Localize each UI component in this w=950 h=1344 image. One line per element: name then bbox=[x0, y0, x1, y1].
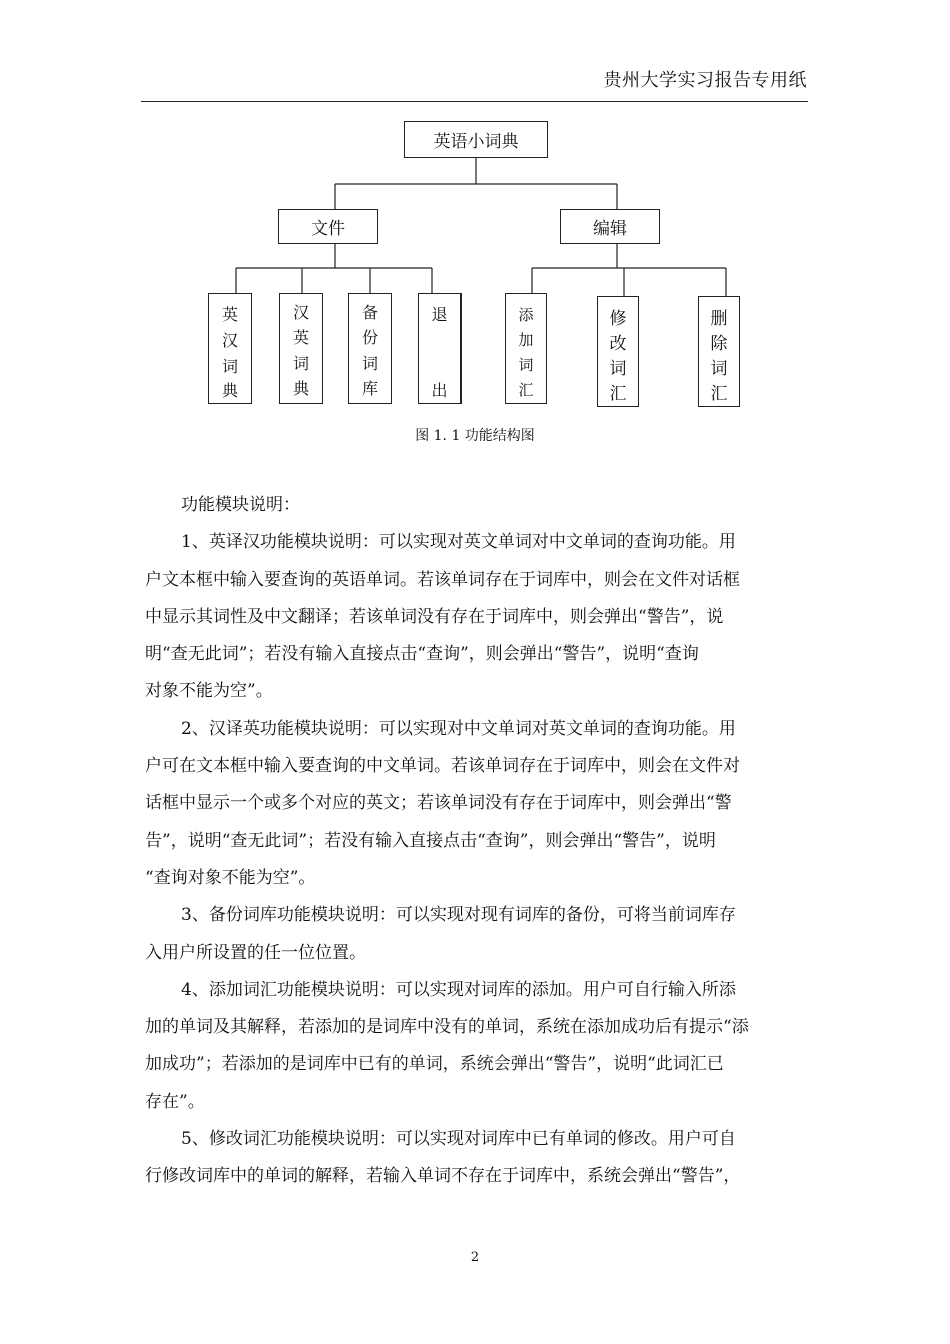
paragraph-zh-en bbox=[145, 711, 810, 897]
diagram-item-char: 添 bbox=[518, 306, 534, 324]
text-line: 加成功”；若添加的是词库中已有的单词，系统会弹出“警告”，说明“此词汇已 bbox=[145, 1054, 724, 1075]
diagram-item-modify-vocab bbox=[597, 296, 639, 407]
page-number: 2 bbox=[470, 1250, 480, 1265]
diagram-item-char: 删 bbox=[710, 309, 728, 329]
diagram-item-char: 汇 bbox=[518, 381, 534, 399]
text-line: 对象不能为空”。 bbox=[145, 681, 273, 702]
diagram-root-label: 英语小词典 bbox=[433, 132, 519, 152]
text-line: 3、备份词库功能模块说明：可以实现对现有词库的备份，可将当前词库存 bbox=[181, 905, 736, 926]
section-intro bbox=[145, 487, 810, 524]
text-line: 功能模块说明： bbox=[181, 495, 300, 515]
diagram-item-zh-en-dictionary bbox=[279, 293, 323, 404]
diagram-item-char: 典 bbox=[292, 379, 309, 398]
body-text bbox=[145, 487, 810, 1196]
diagram-item-char: 词 bbox=[292, 354, 309, 373]
diagram-item-backup-library bbox=[348, 293, 392, 404]
paragraph-backup bbox=[145, 897, 810, 972]
diagram-item-char: 词 bbox=[518, 356, 534, 374]
text-line: 4、添加词汇功能模块说明：可以实现对词库的添加。用户可自行输入所添 bbox=[181, 979, 736, 1000]
diagram-item-char: 库 bbox=[361, 379, 378, 398]
header-title: 贵州大学实习报告专用纸 bbox=[603, 70, 807, 91]
diagram-item-char: 修 bbox=[609, 309, 627, 329]
diagram-item-char: 加 bbox=[518, 331, 534, 349]
text-line: 入用户所设置的任一位位置。 bbox=[145, 942, 366, 963]
diagram-item-char: 词 bbox=[221, 357, 238, 376]
text-line: 告”，说明“查无此词”；若没有输入直接点击“查询”，则会弹出“警告”，说明 bbox=[145, 830, 716, 851]
header-rule bbox=[141, 101, 808, 102]
diagram-item-delete-vocab bbox=[698, 296, 740, 407]
paragraph-modify bbox=[145, 1121, 810, 1196]
diagram-item-char: 除 bbox=[710, 334, 728, 354]
text-line: 5、修改词汇功能模块说明：可以实现对词库中已有单词的修改。用户可自 bbox=[181, 1129, 736, 1150]
figure-caption: 图 1. 1 功能结构图 bbox=[415, 428, 535, 444]
text-line: “查询对象不能为空”。 bbox=[145, 867, 316, 888]
paragraph-add bbox=[145, 972, 810, 1121]
diagram-file-label: 文件 bbox=[311, 219, 345, 239]
diagram-item-char: 英 bbox=[221, 305, 238, 324]
diagram-item-char: 词 bbox=[361, 354, 378, 373]
diagram-file-box bbox=[278, 209, 378, 244]
diagram-item-char: 汇 bbox=[710, 384, 728, 404]
text-line: 存在”。 bbox=[145, 1091, 205, 1112]
diagram-item-char: 汉 bbox=[292, 303, 309, 322]
diagram-edit-label: 编辑 bbox=[593, 219, 627, 239]
text-line: 明“查无此词”；若没有输入直接点击“查询”，则会弹出“警告”，说明“查询 bbox=[145, 644, 699, 665]
text-line: 行修改词库中的单词的解释，若输入单词不存在于词库中，系统会弹出“警告”， bbox=[145, 1166, 741, 1187]
diagram-item-char: 词 bbox=[609, 359, 627, 379]
diagram-item-exit bbox=[418, 293, 462, 404]
text-line: 户可在文本框中输入要查询的中文单词。若该单词存在于词库中，则会在文件对 bbox=[145, 756, 740, 777]
diagram-item-add-vocab bbox=[505, 293, 547, 404]
text-line: 户文本框中输入要查询的英语单词。若该单词存在于词库中，则会在文件对话框 bbox=[145, 569, 740, 590]
diagram-item-char: 典 bbox=[221, 381, 238, 400]
diagram-item-char: 出 bbox=[431, 381, 448, 400]
diagram-item-en-zh-dictionary bbox=[208, 293, 252, 404]
diagram-root-box bbox=[404, 121, 548, 158]
diagram-connectors bbox=[0, 0, 950, 440]
diagram-item-char: 英 bbox=[292, 328, 309, 347]
diagram-item-char: 汇 bbox=[609, 384, 627, 404]
diagram-item-char: 词 bbox=[710, 359, 728, 379]
diagram-item-char: 份 bbox=[361, 328, 378, 347]
diagram-item-char: 退 bbox=[431, 305, 448, 324]
diagram-edit-box bbox=[560, 209, 660, 244]
diagram-item-char: 改 bbox=[609, 334, 627, 354]
text-line: 话框中显示一个或多个对应的英文；若该单词没有存在于词库中，则会弹出“警 bbox=[145, 793, 732, 814]
text-line: 中显示其词性及中文翻译；若该单词没有存在于词库中，则会弹出“警告”，说 bbox=[145, 606, 724, 627]
diagram-item-char: 汉 bbox=[221, 331, 238, 350]
paragraph-en-zh bbox=[145, 524, 810, 710]
text-line: 1、英译汉功能模块说明：可以实现对英文单词对中文单词的查询功能。用 bbox=[181, 532, 736, 553]
text-line: 加的单词及其解释，若添加的是词库中没有的单词，系统在添加成功后有提示“添 bbox=[145, 1017, 749, 1038]
text-line: 2、汉译英功能模块说明：可以实现对中文单词对英文单词的查询功能。用 bbox=[181, 718, 736, 739]
diagram-item-char: 备 bbox=[361, 303, 378, 322]
